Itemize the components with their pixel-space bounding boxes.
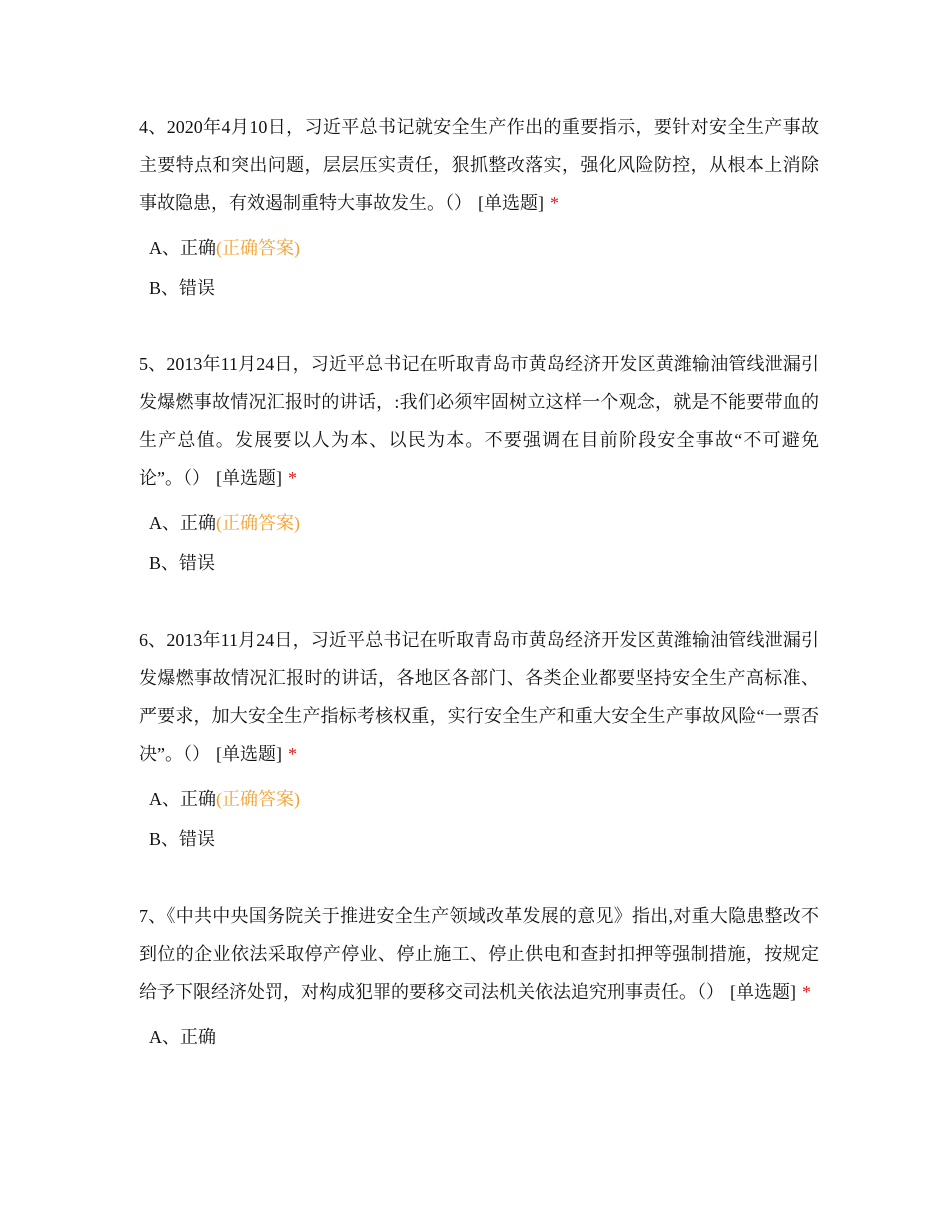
option-b[interactable] bbox=[149, 268, 819, 308]
question-text bbox=[139, 897, 819, 1011]
required-mark: * bbox=[288, 744, 297, 764]
question-6 bbox=[139, 621, 819, 859]
question-type: [单选题] bbox=[478, 193, 544, 213]
question-stem: 4、2020年4月10日，习近平总书记就安全生产作出的重要指示，要针对安全生产事故主要特点和突出问题，层层压实责任，狠抓整改落实，强化风险防控，从根本上消除事故隐患，有效遏制重特大事故发生。（） bbox=[139, 117, 819, 213]
question-stem: 6、2013年11月24日，习近平总书记在听取青岛市黄岛经济开发区黄潍输油管线泄漏引发爆燃事故情况汇报时的讲话，各地区各部门、各类企业都要坚持安全生产高标准、严要求，加大安全生产指标考核权重，实行安全生产和重大安全生产事故风险“一票否决”。（） bbox=[139, 630, 819, 764]
option-label: B、错误 bbox=[149, 278, 216, 298]
question-text bbox=[139, 108, 819, 222]
question-7 bbox=[139, 897, 819, 1057]
correct-answer-tag: (正确答案) bbox=[216, 789, 300, 809]
option-a[interactable] bbox=[149, 228, 819, 268]
option-a[interactable] bbox=[149, 1017, 819, 1057]
question-type: [单选题] bbox=[730, 982, 796, 1002]
correct-answer-tag: (正确答案) bbox=[216, 513, 300, 533]
question-text bbox=[139, 345, 819, 497]
option-list bbox=[149, 1017, 819, 1057]
option-list bbox=[149, 228, 819, 308]
option-label: A、正确 bbox=[149, 1027, 216, 1047]
required-mark: * bbox=[802, 982, 811, 1002]
question-type: [单选题] bbox=[216, 468, 282, 488]
option-a[interactable] bbox=[149, 503, 819, 543]
option-list bbox=[149, 503, 819, 583]
option-a[interactable] bbox=[149, 779, 819, 819]
option-label: A、正确 bbox=[149, 789, 216, 809]
option-label: A、正确 bbox=[149, 238, 216, 258]
question-text bbox=[139, 621, 819, 773]
option-label: B、错误 bbox=[149, 829, 216, 849]
option-list bbox=[149, 779, 819, 859]
question-4 bbox=[139, 108, 819, 308]
question-type: [单选题] bbox=[216, 744, 282, 764]
question-stem: 7、《中共中央国务院关于推进安全生产领域改革发展的意见》指出,对重大隐患整改不到位的企业依法采取停产停业、停止施工、停止供电和查封扣押等强制措施，按规定给予下限经济处罚，对构成犯罪的要移交司法机关依法追究刑事责任。（） bbox=[139, 906, 819, 1002]
required-mark: * bbox=[550, 193, 559, 213]
question-5 bbox=[139, 345, 819, 583]
question-stem: 5、2013年11月24日，习近平总书记在听取青岛市黄岛经济开发区黄潍输油管线泄漏引发爆燃事故情况汇报时的讲话，:我们必须牢固树立这样一个观念，就是不能要带血的生产总值。发展要以人为本、以民为本。不要强调在目前阶段安全事故“不可避免论”。（） bbox=[139, 354, 819, 488]
option-label: B、错误 bbox=[149, 553, 216, 573]
required-mark: * bbox=[288, 468, 297, 488]
option-label: A、正确 bbox=[149, 513, 216, 533]
option-b[interactable] bbox=[149, 819, 819, 859]
option-b[interactable] bbox=[149, 543, 819, 583]
correct-answer-tag: (正确答案) bbox=[216, 238, 300, 258]
